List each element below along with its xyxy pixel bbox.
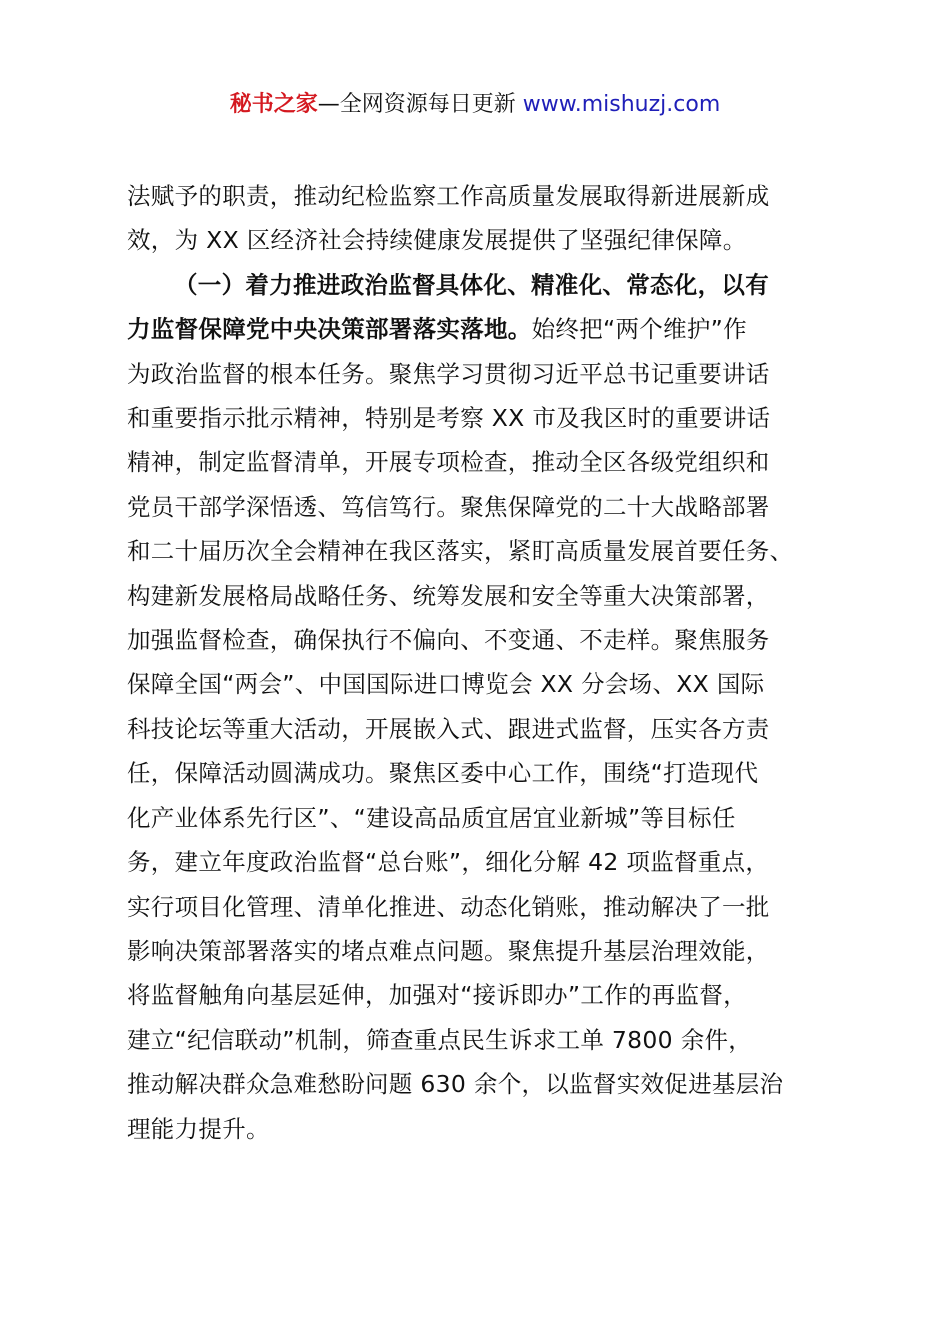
text-line: 建立“纪信联动”机制，筛查重点民生诉求工单 7800 余件， [127, 1025, 753, 1054]
text-line: 和重要指示批示精神，特别是考察 XX 市及我区时的重要讲话 [127, 404, 771, 433]
text-line: 影响决策部署落实的堵点难点问题。聚焦提升基层治理效能， [127, 936, 770, 965]
site-url-link[interactable]: www.mishuzj.com [522, 92, 721, 117]
text-line: 将监督触角向基层延伸，加强对“接诉即办”工作的再监督， [127, 981, 747, 1010]
text-line: 务，建立年度政治监督“总台账”，细化分解 42 项监督重点， [127, 848, 770, 877]
text-line: 效，为 XX 区经济社会持续健康发展提供了坚强纪律保障。 [127, 226, 747, 255]
intro-paragraph [127, 174, 833, 263]
text-line: 党员干部学深悟透、笃信笃行。聚焦保障党的二十大战略部署 [127, 492, 770, 521]
section-heading: （一）着力推进政治监督具体化、精准化、常态化，以有 [174, 270, 769, 299]
text-line: 科技论坛等重大活动，开展嵌入式、跟进式监督，压实各方责 [127, 714, 770, 743]
text-line: 保障全国“两会”、中国国际进口博览会 XX 分会场、XX 国际 [127, 670, 765, 699]
text-line: 精神，制定监督清单，开展专项检查，推动全区各级党组织和 [127, 448, 770, 477]
text-line: 任，保障活动圆满成功。聚焦区委中心工作，围绕“打造现代 [127, 759, 759, 788]
text-line: 理能力提升。 [127, 1114, 270, 1143]
section-paragraph [127, 263, 833, 1151]
section-heading-end: 力监督保障党中央决策部署落实落地。 [127, 315, 532, 344]
text-line [127, 307, 833, 351]
brand-name: 秘书之家 [229, 92, 318, 117]
text-line: 和二十届历次全会精神在我区落实，紧盯高质量发展首要任务、 [127, 537, 794, 566]
text-line: 构建新发展格局战略任务、统筹发展和安全等重大决策部署， [127, 581, 770, 610]
text-line: 法赋予的职责，推动纪检监察工作高质量发展取得新进展新成 [127, 182, 770, 210]
text-line: 推动解决群众急难愁盼问题 630 余个，以监督实效促进基层治 [127, 1070, 784, 1099]
page-header [0, 88, 950, 122]
text-line: 加强监督检查，确保执行不偏向、不变通、不走样。聚焦服务 [127, 626, 770, 655]
text-fragment: 始终把“两个维护”作 [531, 315, 747, 344]
text-line: 实行项目化管理、清单化推进、动态化销账，推动解决了一批 [127, 892, 770, 921]
text-line: 化产业体系先行区”、“建设高品质宜居宜业新城”等目标任 [127, 803, 736, 832]
document-body [127, 174, 833, 1151]
text-line: 为政治监督的根本任务。聚焦学习贯彻习近平总书记重要讲话 [127, 359, 770, 388]
header-tagline: —全网资源每日更新 [317, 92, 523, 117]
